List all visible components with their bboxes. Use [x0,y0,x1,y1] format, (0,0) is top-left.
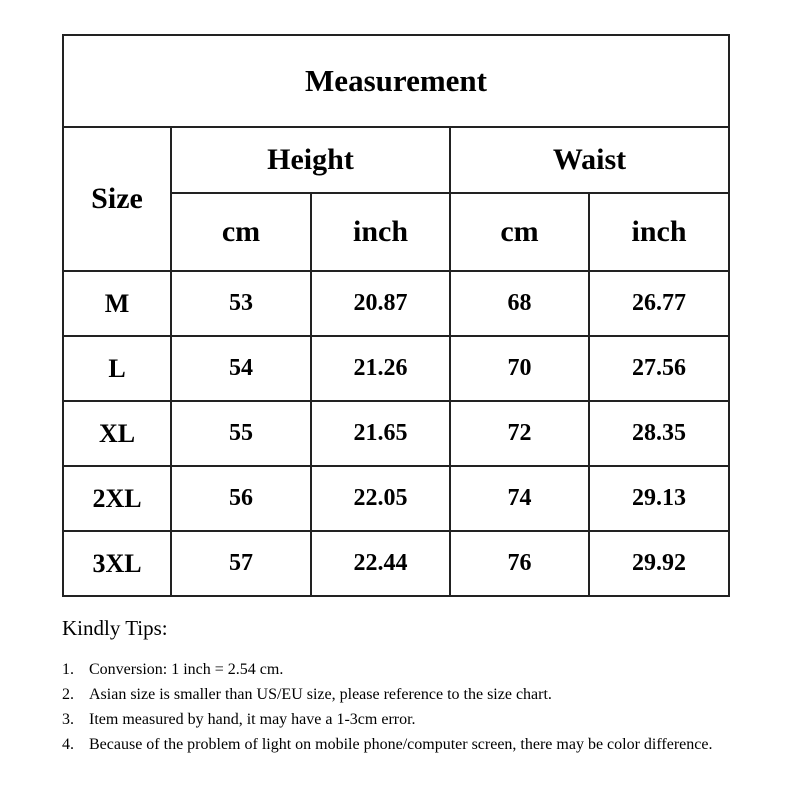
size-cell: L [63,336,171,401]
waist-cm-cell: 76 [450,531,589,596]
size-column-header: Size [63,127,171,271]
height-cm-cell: 54 [171,336,311,401]
height-group-header: Height [171,127,450,193]
tips-title: Kindly Tips: [62,616,168,640]
height-cm-header: cm [171,193,311,271]
table-title: Measurement [63,35,729,127]
list-item-text: Asian size is smaller than US/EU size, please reference to the size chart. [89,686,552,703]
list-item [62,682,742,707]
table-row [63,401,729,466]
height-inch-cell: 22.05 [311,466,450,531]
waist-cm-cell: 68 [450,271,589,336]
height-cm-cell: 53 [171,271,311,336]
size-cell: 3XL [63,531,171,596]
height-inch-cell: 22.44 [311,531,450,596]
list-item-number: 2. [62,686,74,703]
size-cell: XL [63,401,171,466]
waist-cm-cell: 70 [450,336,589,401]
waist-inch-cell: 27.56 [589,336,729,401]
height-cm-cell: 55 [171,401,311,466]
waist-group-header: Waist [450,127,729,193]
size-cell: 2XL [63,466,171,531]
group-header-row [63,127,729,193]
list-item-text: Item measured by hand, it may have a 1-3cm error. [89,711,416,728]
list-item [62,707,742,732]
list-item-text: Because of the problem of light on mobile phone/computer screen, there may be color difference. [89,736,713,753]
waist-inch-header: inch [589,193,729,271]
tips-list [62,657,742,757]
waist-cm-cell: 74 [450,466,589,531]
table-row [63,466,729,531]
title-row [63,35,729,127]
waist-inch-cell: 28.35 [589,401,729,466]
list-item-number: 4. [62,736,74,753]
size-cell: M [63,271,171,336]
list-item-number: 3. [62,711,74,728]
list-item-text: Conversion: 1 inch = 2.54 cm. [89,661,284,678]
height-inch-cell: 20.87 [311,271,450,336]
waist-cm-cell: 72 [450,401,589,466]
height-cm-cell: 56 [171,466,311,531]
table-row [63,271,729,336]
waist-cm-header: cm [450,193,589,271]
size-chart-table [62,34,730,597]
table-row [63,531,729,596]
list-item [62,732,742,757]
height-inch-cell: 21.26 [311,336,450,401]
waist-inch-cell: 26.77 [589,271,729,336]
waist-inch-cell: 29.92 [589,531,729,596]
list-item-number: 1. [62,661,74,678]
height-inch-header: inch [311,193,450,271]
height-inch-cell: 21.65 [311,401,450,466]
table-row [63,336,729,401]
height-cm-cell: 57 [171,531,311,596]
list-item [62,657,742,682]
tips-section [62,616,742,757]
waist-inch-cell: 29.13 [589,466,729,531]
